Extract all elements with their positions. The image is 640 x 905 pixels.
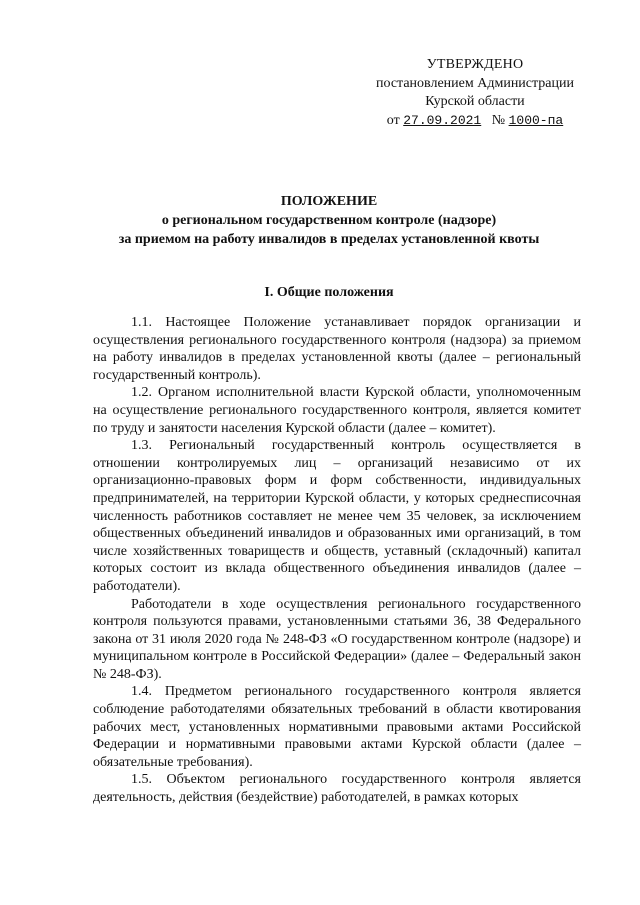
approval-line-authority: постановлением Администрации [376, 75, 574, 91]
document-title [86, 192, 572, 249]
paragraph-employers-rights: Работодатели в ходе осуществления регионального государственного контроля пользуются правами, установленными статьями 36, 38 Федерального закона от 31 июля 2020 года № 248-ФЗ «О государственном контроле (надзоре) и муниципальном контроле в Российской Федерации» (далее – Федеральный закон № 248-ФЗ). [93, 596, 581, 682]
document-body [93, 314, 581, 807]
paragraph-1-1: 1.1. Настоящее Положение устанавливает порядок организации и осуществления регионального государственного контроля (надзора) за приемом на работу инвалидов в пределах установленной квоты (далее – региональный государственный контроль). [93, 315, 581, 383]
approval-title: УТВЕРЖДЕНО [426, 57, 524, 72]
paragraph-1-2: 1.2. Органом исполнительной власти Курской области, уполномоченным на осуществление регионального государственного контроля, является комитет по труду и занятости населения Курской области (далее – комитет). [93, 385, 581, 436]
section-heading: I. Общие положения [264, 285, 394, 300]
approval-number: 1000-па [508, 112, 564, 128]
approval-date: 27.09.2021 [403, 112, 482, 128]
approval-date-number [360, 112, 590, 131]
document-title-line-2: за приемом на работу инвалидов в пределах установленной квоты [118, 232, 540, 247]
approval-from-label: от [386, 112, 400, 128]
paragraph-1-5: 1.5. Объектом регионального государственного контроля является деятельность, действия (бездействие) работодателей, в рамках которых [93, 772, 581, 806]
paragraph-1-3: 1.3. Региональный государственный контроль осуществляется в отношении контролируемых лиц – организаций независимо от их организационно-правовых форм и форм собственности, индивидуальных предпринимателей, на территории Курской области, у которых среднесписочная численность работников составляет не менее чем 35 человек, за исключением общественных объединений инвалидов и образованных ими организаций, в том числе хозяйственных товариществ и обществ, уставный (складочный) капитал которых состоит из вклада общественного объединения инвалидов (далее – работодатели). [93, 438, 581, 594]
paragraph-1-4: 1.4. Предметом регионального государственного контроля является соблюдение работодателями обязательных требований в области квотирования рабочих мест, установленных нормативными правовыми актами Российской Федерации и нормативными правовыми актами Курской области (далее – обязательные требования). [93, 684, 581, 770]
approval-number-sign: № [491, 112, 506, 128]
document-title-line-1: о региональном государственном контроле (надзоре) [161, 213, 497, 228]
document-title-heading: ПОЛОЖЕНИЕ [280, 194, 378, 209]
approval-line-region: Курской области [425, 94, 525, 109]
approval-stamp [360, 56, 590, 130]
